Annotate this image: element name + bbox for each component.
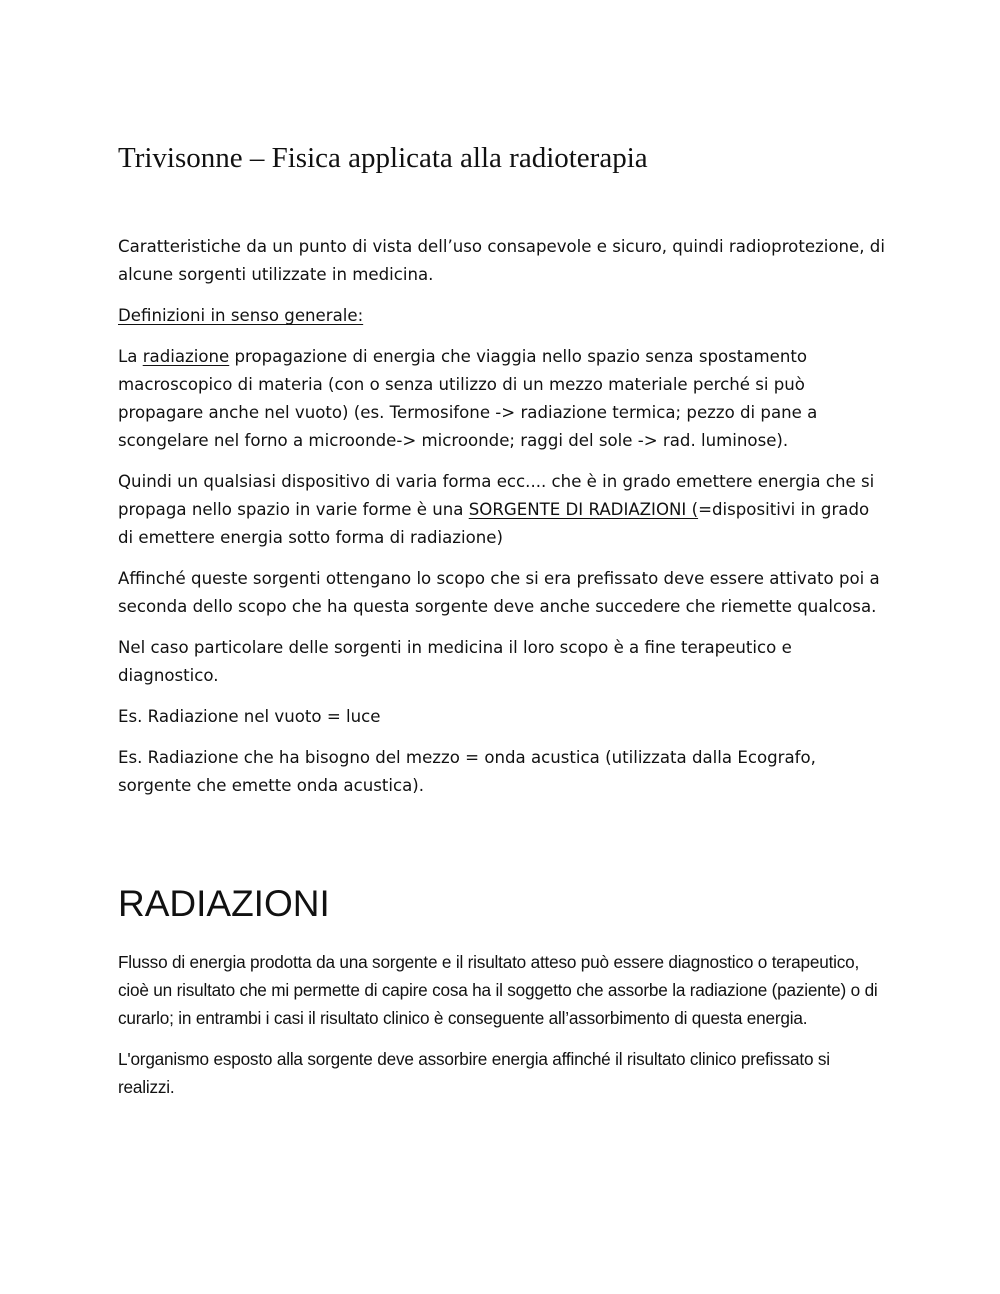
purpose-paragraph: Affinché queste sorgenti ottengano lo scopo che si era prefissato deve essere attivato poi a seconda dello scopo che ha questa sorgente deve anche succedere che riemette qualcosa. — [118, 569, 880, 616]
document-title: Trivisonne – Fisica applicata alla radioterapia — [118, 142, 648, 174]
source-term: SORGENTE DI RADIAZIONI ( — [468, 500, 699, 519]
radiation-term: radiazione — [142, 347, 230, 366]
energy-flow-paragraph: Flusso di energia prodotta da una sorgente e il risultato atteso può essere diagnostico o terapeutico, cioè un risultato che mi permette di capire cosa ha il soggetto che assorbe la radiazione (paziente) o di curarlo; in entrambi i casi il risultato clinico è conseguente all’assorbimento di questa energia. — [118, 952, 878, 1028]
source-definition-lead: Quindi un qualsiasi dispositivo di varia forma ecc.... che è in grado emettere energia che si propaga nello spazio in varie forme è una — [118, 472, 875, 519]
definitions-heading: Definizioni in senso generale: — [118, 306, 364, 325]
source-definition-paragraph — [118, 468, 888, 552]
example-medium-paragraph: Es. Radiazione che ha bisogno del mezzo = onda acustica (utilizzata dalla Ecografo, sorgente che emette onda acustica). — [118, 748, 816, 795]
example-vacuum-paragraph: Es. Radiazione nel vuoto = luce — [118, 707, 381, 726]
radiation-definition-text: propagazione di energia che viaggia nello spazio senza spostamento macroscopico di materia (con o senza utilizzo di un mezzo materiale perché si può propagare anche nel vuoto) (es. Termosifone -> radiazione termica; pezzo di pane a scongelare nel forno a microonde-> microonde; raggi del sole -> rad. luminose). — [118, 347, 818, 450]
absorption-paragraph: L'organismo esposto alla sorgente deve assorbire energia affinché il risultato clinico prefissato si realizzi. — [118, 1049, 830, 1097]
intro-paragraph: Caratteristiche da un punto di vista dell’uso consapevole e sicuro, quindi radioprotezione, di alcune sorgenti utilizzate in medicina. — [118, 237, 885, 284]
radiation-definition-paragraph — [118, 343, 888, 455]
section-heading-radiazioni: RADIAZIONI — [118, 883, 330, 924]
medicine-scope-paragraph: Nel caso particolare delle sorgenti in medicina il loro scopo è a fine terapeutico e diagnostico. — [118, 638, 792, 685]
source-definition-text: =dispositivi in grado di emettere energia sotto forma di radiazione) — [118, 500, 870, 547]
radiazioni-section — [118, 948, 888, 1114]
radiation-definition-lead: La — [118, 347, 143, 366]
intro-section — [118, 233, 888, 813]
